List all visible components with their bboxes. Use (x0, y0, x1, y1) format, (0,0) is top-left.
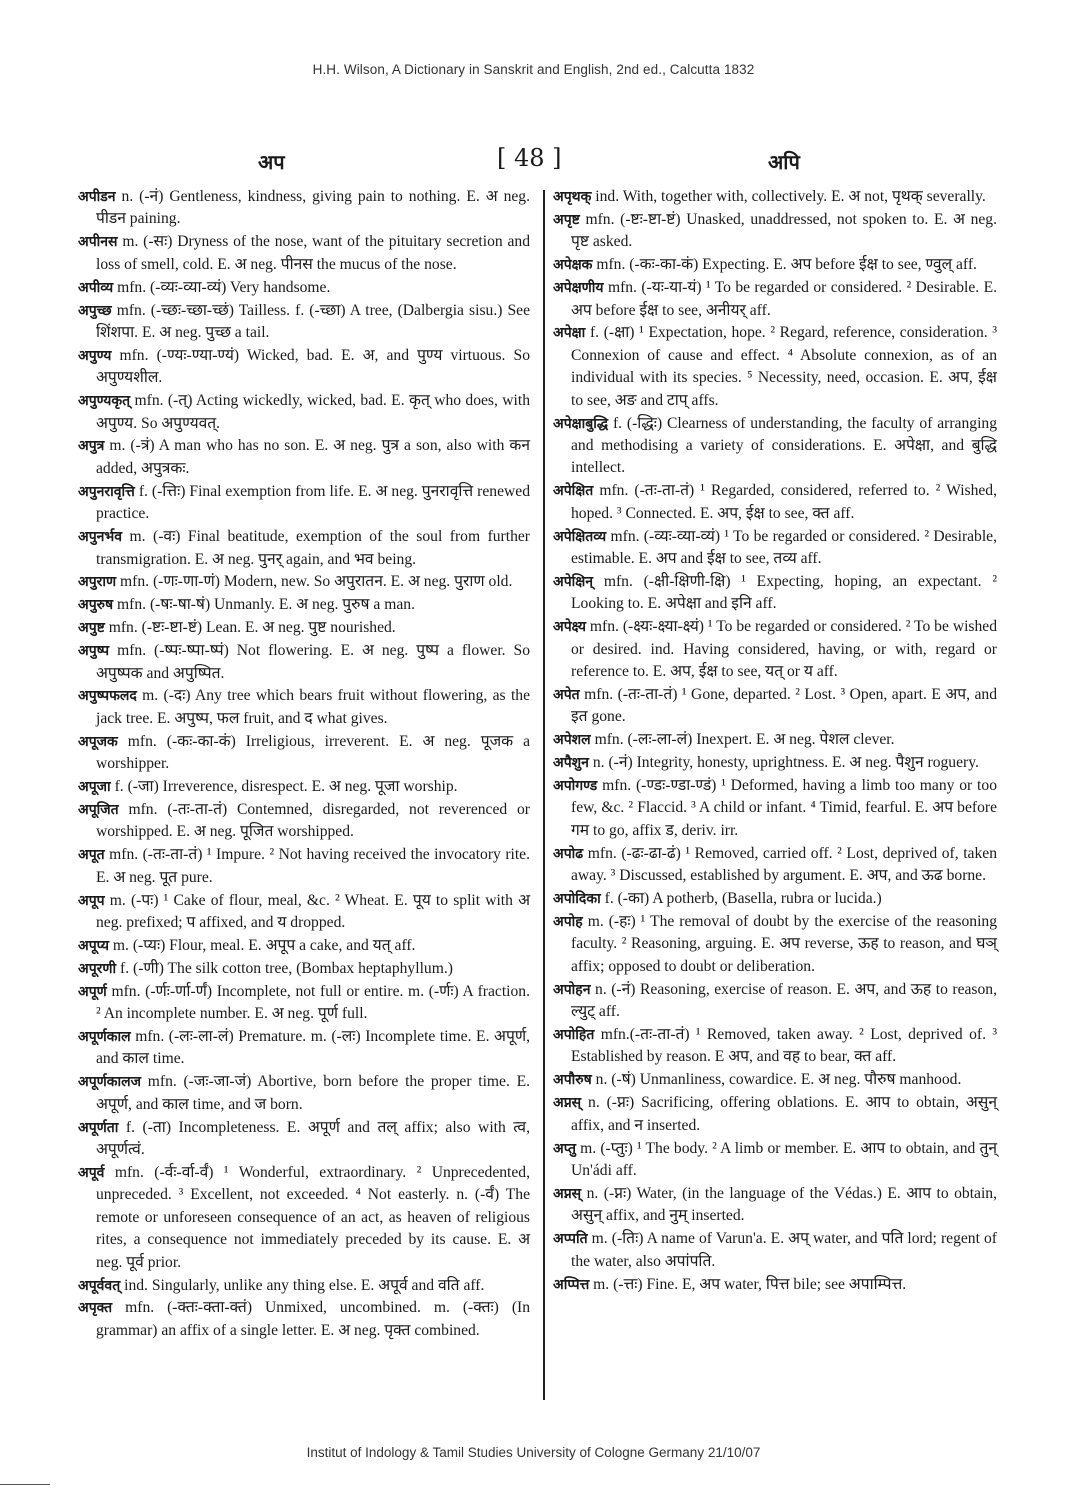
entry-headword: अपेक्षिन् (553, 573, 594, 590)
entry-definition: mfn. (-क्षी-क्षिणी-क्षि) ¹ Expecting, hoping, an expectant. ² Looking to. E. अपेक्षा and इनि aff. (571, 572, 997, 613)
entry-definition: mfn. (-तः-ता-तं) ¹ Gone, departed. ² Lost. ³ Open, apart. E अप, and इत gone. (571, 685, 997, 726)
entry-definition: mfn. (-क्तः-क्ता-क्तं) Unmixed, uncombined. m. (-क्तः) (In grammar) an affix of a single letter. E. अ neg. पृक्त combined. (96, 1299, 530, 1339)
entry-headword: अपोगण्ड (553, 778, 598, 795)
entry-definition: mfn. (-ढः-ढा-ढं) ¹ Removed, carried off. ² Lost, deprived of, taken away. ³ Discussed, established by argument. E. अप, and ऊढ borne. (571, 844, 997, 885)
entry-definition: mfn. (-षः-षा-षं) Unmanly. E. अ neg. पुरुष a man. (117, 596, 415, 614)
entry-headword: अपेक्षक (553, 257, 593, 274)
header-note: H.H. Wilson, A Dictionary in Sanskrit and English, 2nd ed., Calcutta 1832 (312, 62, 755, 77)
running-head-left-word: अप (258, 150, 285, 174)
entry-headword: अपेक्षणीय (553, 280, 604, 297)
dictionary-entry (553, 911, 997, 978)
entry-headword: अप्पित्त (553, 1276, 590, 1293)
dictionary-entry (553, 684, 997, 729)
entry-headword: अपूजक (78, 733, 118, 750)
entry-definition: m. (-सः) Dryness of the nose, want of the pituitary secretion and loss of smell, cold. E. अ neg. पीनस the mucus of the nose. (96, 233, 530, 273)
dictionary-entry (78, 526, 530, 571)
dictionary-entry (78, 435, 530, 480)
left-column (78, 186, 530, 1343)
entry-definition: n. (-नं) Reasoning, exercise of reason. E. अप, and ऊह to reason, ल्युट् aff. (571, 980, 997, 1021)
dictionary-entry (553, 480, 997, 525)
dictionary-entry (553, 571, 997, 616)
entry-headword: अपूरणी (78, 960, 117, 977)
dictionary-entry (553, 843, 997, 888)
entry-definition: m. (-प्तुः) ¹ The body. ² A limb or member. E. आप to obtain, and तुन् Un'ádi aff. (571, 1139, 997, 1179)
entry-definition: ind. With, together with, collectively. E. अ not, पृथक् severally. (595, 188, 986, 205)
entry-definition: f. (-द्धिः) Clearness of understanding, the faculty of arranging and methodising a variety of considerations. E. अपेक्षा, and बुद्धि intellect. (571, 414, 998, 477)
entry-definition: n. (-नं) Gentleness, kindness, giving pain to nothing. E. अ neg. पीडन paining. (96, 188, 530, 228)
entry-definition: mfn. (-कः-का-कं) Expecting. E. अप before ईक्ष to see, ण्वुल् aff. (596, 256, 977, 274)
entry-definition: n. (-प्नः) Water, (in the language of the Védas.) E. आप to obtain, असुन् affix, and नुम् inserted. (571, 1184, 997, 1225)
entry-definition: mfn. (-जः-जा-जं) Abortive, born before the proper time. E. अपूर्ण, and काल time, and ज born. (96, 1073, 530, 1113)
entry-definition: ind. Singularly, unlike any thing else. E. अपूर्व and वति aff. (124, 1276, 485, 1294)
entry-headword: अपूर्ण (78, 983, 107, 1000)
entry-headword: अपुत्र (78, 438, 105, 455)
dictionary-entry (553, 1092, 997, 1137)
entry-headword: अपेक्षितव्य (553, 528, 607, 545)
dictionary-entry (78, 640, 530, 685)
entry-definition: mfn. (-कः-का-कं) Irreligious, irreverent. E. अ neg. पूजक a worshipper. (96, 732, 530, 773)
entry-headword: अपुराण (78, 574, 117, 591)
entry-headword: अपृथक् (553, 189, 592, 205)
dictionary-entry (553, 1183, 997, 1228)
entry-headword: अपूत (78, 847, 105, 864)
dictionary-entry (78, 390, 530, 435)
entry-definition: m. (-त्तः) Fine. E, अप water, पित्त bile; see अपाम्पित्त. (593, 1275, 907, 1293)
dictionary-entry (553, 322, 997, 412)
entry-headword: अपेक्षित (553, 483, 594, 500)
dictionary-entry (78, 481, 530, 526)
scan-artifact-mark (0, 1484, 50, 1485)
entry-definition: mfn. (-तः-ता-तं) Contemned, disregarded, not reverenced or worshipped. E. अ neg. पूजित worshipped. (96, 800, 530, 841)
dictionary-entry (553, 209, 997, 254)
dictionary-entry (78, 345, 530, 390)
dictionary-entry (78, 571, 530, 593)
entry-headword: अप्नस् (553, 1185, 582, 1202)
entry-definition: mfn. (-णः-णा-णं) Modern, new. So अपुरातन. E. अ neg. पुराण old. (120, 573, 513, 591)
entry-headword: अपेक्षाबुद्धि (553, 415, 609, 432)
entry-definition: m. (-पः) ¹ Cake of flour, meal, &c. ² Wheat. E. पूय to split with अ neg. prefixed; प affixed, and य dropped. (96, 891, 530, 931)
dictionary-entry (78, 799, 530, 844)
entry-definition: m. (-प्यः) Flour, meal. E. अपूप a cake, and यत् aff. (112, 936, 416, 954)
entry-headword: अपूर्णता (78, 1119, 119, 1136)
entry-definition: mfn. (-यः-या-यं) ¹ To be regarded or considered. ² Desirable. E. अप before ईक्ष to see, अनीयर् aff. (571, 279, 997, 319)
entry-definition: m. (-हः) ¹ The removal of doubt by the exercise of the reasoning faculty. ² Reasoning, arguing. E. अप reverse, ऊह to reason, and घञ् affix; opposed to doubt or deliberation. (571, 913, 997, 975)
entry-definition: n. (-षं) Unmanliness, cowardice. E. अ neg. पौरुष manhood. (595, 1071, 962, 1089)
entry-definition: m. (-तिः) A name of Varun'a. E. अप् water, and पति lord; regent of the water, also अपांपति. (571, 1230, 997, 1270)
dictionary-entry (78, 277, 530, 299)
dictionary-entry (78, 1026, 530, 1071)
entry-definition: f. (-णी) The silk cotton tree, (Bombax heptaphyllum.) (120, 959, 453, 977)
entry-headword: अपुनरावृत्ति (78, 483, 135, 500)
entry-headword: अपैशुन (553, 755, 589, 772)
entry-definition: mfn. (-लः-ला-लं) Inexpert. E. अ neg. पेशल clever. (594, 731, 895, 749)
entry-headword: अपौरुष (553, 1072, 592, 1089)
dictionary-entry (553, 1069, 997, 1091)
entry-definition: n. (-नं) Integrity, honesty, uprightness. E. अ neg. पैशुन roguery. (592, 754, 979, 772)
entry-definition: mfn. (-ण्डः-ण्डा-ण्डं) ¹ Deformed, having a limb too many or too few, &c. ² Flaccid. ³ A child or infant. ⁴ Timid, fearful. E. अप before गम to go, affix ड, deriv. irr. (571, 777, 997, 839)
entry-headword: अपुनर्भव (78, 529, 123, 546)
dictionary-entry (553, 979, 997, 1024)
dictionary-entry (78, 1071, 530, 1116)
entry-definition: f. (-ता) Incompleteness. E. अपूर्ण and तल् affix; also with त्व, अपूर्णत्वं. (96, 1118, 530, 1159)
page-number: [ 48 ] (497, 144, 562, 172)
dictionary-entry (78, 685, 530, 730)
entry-definition: mfn. (-ष्पः-ष्पा-ष्पं) Not flowering. E. अ neg. पुष्प a flower. So अपुष्पक and अपुष्पित. (96, 642, 530, 682)
entry-definition: mfn. (-र्वः-र्वा-र्वं) ¹ Wonderful, extraordinary. ² Unprecedented, unpreceded. ³ Excellent, not exceeded. ⁴ Not easterly. n. (-र्वं) The remote or unforeseen consequence of an act, as heaven of religious rites, a consequence not immediately preceded by its cause. E. अ neg. पूर्व prior. (96, 1163, 530, 1271)
dictionary-entry (78, 731, 530, 776)
entry-definition: mfn. (-तः-ता-तं) ¹ Regarded, considered, referred to. ² Wished, hoped. ³ Connected. E. अप, ईक्ष to see, क्त aff. (571, 482, 998, 522)
entry-headword: अपुरुष (78, 597, 114, 614)
entry-headword: अपीव्य (78, 279, 114, 296)
dictionary-entry (553, 1024, 997, 1069)
entry-definition: m. (-दः) Any tree which bears fruit without flowering, as the jack tree. E. अपुष्प, फल fruit, and द what gives. (96, 687, 530, 727)
entry-definition: mfn. (-ण्यः-ण्या-ण्यं) Wicked, bad. E. अ, and पुण्य virtuous. So अपुण्यशील. (96, 346, 530, 387)
entry-headword: अपुण्यकृत् (78, 393, 131, 410)
entry-headword: अपेक्षा (553, 325, 586, 342)
dictionary-entry (553, 616, 997, 683)
dictionary-entry (78, 844, 530, 889)
dictionary-entry (553, 752, 997, 774)
entry-definition: mfn. (-तः-ता-तं) ¹ Impure. ² Not having received the invocatory rite. E. अ neg. पूत pure. (96, 846, 530, 886)
entry-headword: अप्पति (553, 1231, 588, 1248)
dictionary-entry (78, 617, 530, 639)
entry-headword: अपेशल (553, 732, 591, 749)
dictionary-entry (553, 526, 997, 571)
dictionary-entry (78, 776, 530, 798)
entry-definition: n. (-प्नः) Sacrificing, offering oblations. E. आप to obtain, असुन् affix, and न inserted. (571, 1094, 997, 1134)
dictionary-entry (78, 594, 530, 616)
dictionary-entry (553, 254, 997, 276)
running-head (0, 140, 1067, 180)
dictionary-entry (78, 1275, 530, 1297)
entry-headword: अप्तु (553, 1140, 576, 1157)
entry-definition: f. (-जा) Irreverence, disrespect. E. अ neg. पूजा worship. (114, 778, 458, 796)
dictionary-entry (78, 981, 530, 1026)
entry-definition: mfn. (-ष्टः-ष्टा-ष्टं) Lean. E. अ neg. पुष्ट nourished. (108, 619, 396, 637)
entry-headword: अपेत (553, 686, 580, 703)
dictionary-entry (78, 1117, 530, 1162)
entry-definition: f. (-त्तिः) Final exemption from life. E. अ neg. पुनरावृत्ति renewed practice. (96, 482, 530, 523)
entry-definition: mfn. (-लः-ला-लं) Premature. m. (-लः) Incomplete time. E. अपूर्ण, and काल time. (96, 1028, 530, 1068)
entry-headword: अपुच्छ (78, 302, 112, 319)
dictionary-entry (553, 413, 997, 480)
footer-note: Institut of Indology & Tamil Studies University of Cologne Germany 21/10/07 (306, 1445, 761, 1460)
entry-headword: अपूर्णकाल (78, 1029, 131, 1046)
entry-definition: mfn.(-तः-ता-तं) ¹ Removed, taken away. ² Lost, deprived of. ³ Established by reason. E अप, and वह to bear, क्त aff. (571, 1026, 997, 1066)
entry-headword: अपूर्व (78, 1164, 105, 1181)
dictionary-entry (78, 186, 530, 231)
entry-headword: अपृक्त (78, 1300, 113, 1317)
dictionary-entry (553, 1274, 997, 1296)
entry-headword: अपुष्पफलद (78, 688, 137, 705)
entry-definition: m. (-वः) Final beatitude, exemption of the soul from further transmigration. E. अ neg. पुनर् again, and भव being. (96, 528, 530, 568)
entry-definition: m. (-त्रं) A man who has no son. E. अ neg. पुत्र a son, also with कन added, अपुत्रकः. (96, 437, 530, 477)
entry-headword: अपूप्य (78, 937, 109, 954)
column-divider (543, 190, 545, 1400)
entry-headword: अपोढ (553, 845, 584, 862)
dictionary-entry (553, 729, 997, 751)
right-column (553, 186, 997, 1296)
entry-headword: अपोहन (553, 981, 591, 998)
entry-definition: f. (-का) A potherb, (Basella, rubra or lucida.) (604, 890, 882, 908)
dictionary-entry (553, 1138, 997, 1183)
dictionary-entry (78, 1297, 530, 1342)
entry-definition: mfn. (-र्णः-र्णा-र्णं) Incomplete, not full or entire. m. (-र्णः) A fraction. ² An incomplete number. E. अ neg. पूर्ण full. (96, 982, 530, 1023)
entry-headword: अप्नस् (553, 1095, 582, 1112)
entry-definition: f. (-क्षा) ¹ Expectation, hope. ² Regard, reference, consideration. ³ Connexion of cause and effect. ⁴ Absolute connexion, as of an individual with its species. ⁵ Necessity, need, occasion. E. अप, ईक्ष to see, अङ and टाप् affs. (571, 324, 998, 409)
dictionary-entry (78, 935, 530, 957)
entry-headword: अपेक्ष्य (553, 619, 586, 636)
dictionary-entry (78, 300, 530, 345)
entry-headword: अपूर्णकालज (78, 1074, 142, 1091)
entry-headword: अपूजा (78, 779, 111, 796)
entry-headword: अपुष्ट (78, 620, 105, 637)
entry-headword: अपीनस (78, 234, 118, 251)
running-head-right-word: अपि (768, 150, 800, 174)
entry-headword: अपुण्य (78, 347, 112, 364)
dictionary-entry (78, 890, 530, 935)
entry-headword: अपोदिका (553, 891, 601, 908)
entry-headword: अपोहित (553, 1027, 595, 1044)
entry-definition: mfn. (-त्) Acting wickedly, wicked, bad. E. कृत् who does, with अपुण्य. So अपुण्यवत्. (96, 392, 530, 432)
dictionary-entry (78, 1162, 530, 1274)
entry-headword: अपूजित (78, 801, 119, 818)
dictionary-entry (553, 186, 997, 208)
dictionary-entry (78, 231, 530, 276)
entry-headword: अपीडन (78, 189, 116, 205)
entry-headword: अपूप (78, 892, 105, 909)
entry-headword: अपुष्प (78, 643, 110, 660)
entry-headword: अपूर्ववत् (78, 1277, 121, 1294)
entry-headword: अपोह (553, 914, 583, 930)
dictionary-entry (553, 775, 997, 842)
dictionary-entry (553, 888, 997, 910)
dictionary-entry (553, 277, 997, 322)
dictionary-entry (78, 958, 530, 980)
entry-definition: mfn. (-च्छः-च्छा-च्छं) Tailless. f. (-च्छा) A tree, (Dalbergia sisu.) See शिंशपा. E. अ neg. पुच्छ a tail. (96, 301, 530, 341)
entry-definition: mfn. (-व्यः-व्या-व्यं) Very handsome. (117, 278, 331, 296)
entry-headword: अपृष्ट (553, 211, 580, 228)
entry-definition: mfn. (-व्यः-व्या-व्यं) ¹ To be regarded or considered. ² Desirable, estimable. E. अप and ईक्ष to see, तव्य aff. (571, 527, 998, 567)
entry-definition: mfn. (-ष्टः-ष्टा-ष्टं) Unasked, unaddressed, not spoken to. E. अ neg. पृष्ट asked. (571, 210, 997, 251)
dictionary-entry (553, 1228, 997, 1273)
entry-definition: mfn. (-क्ष्यः-क्ष्या-क्ष्यं) ¹ To be regarded or considered. ² To be wished or desired. ind. Having considered, having, or with, regard or reference to. E. अप, ईक्ष to see, यत् or य aff. (571, 618, 997, 681)
